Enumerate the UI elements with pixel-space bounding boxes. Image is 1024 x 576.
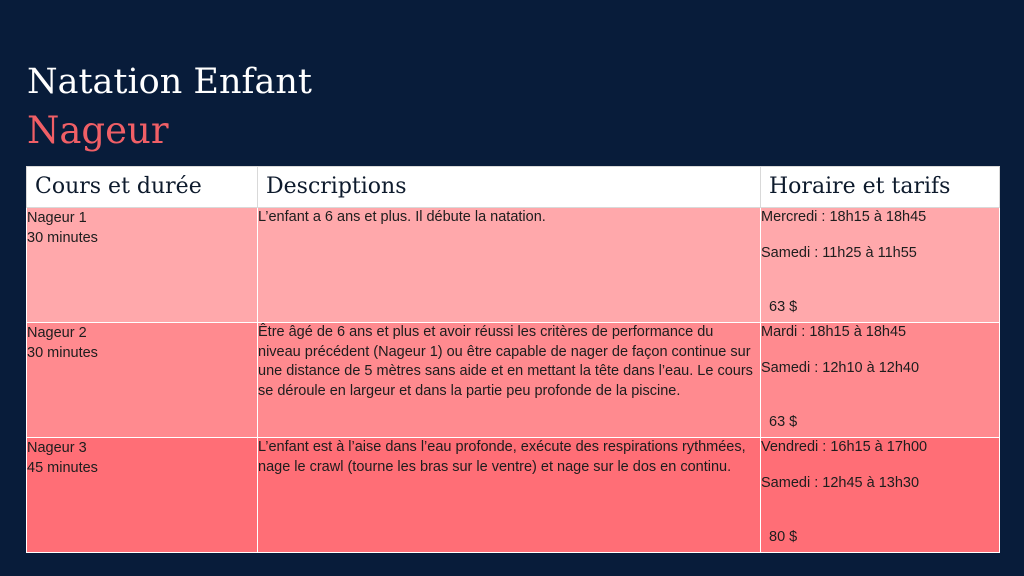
schedule-cell — [761, 323, 1000, 438]
course-price: 63 $ — [769, 299, 798, 315]
schedule-line: Mardi : 18h15 à 18h45 — [761, 324, 907, 340]
table-row — [27, 208, 1000, 323]
course-name: Nageur 1 — [27, 210, 87, 226]
course-cell — [27, 323, 258, 438]
header-courses: Cours et durée — [27, 167, 258, 208]
schedule-line: Mercredi : 18h15 à 18h45 — [761, 209, 927, 225]
schedule-line: Samedi : 11h25 à 11h55 — [761, 245, 917, 261]
schedule-cell — [761, 438, 1000, 553]
table-row — [27, 323, 1000, 438]
header-descriptions: Descriptions — [258, 167, 761, 208]
course-cell — [27, 438, 258, 553]
course-price: 63 $ — [769, 414, 798, 430]
table-header-row — [27, 167, 1000, 208]
course-cell — [27, 208, 258, 323]
page-subtitle: Nageur — [27, 109, 169, 152]
header-schedule: Horaire et tarifs — [761, 167, 1000, 208]
course-duration: 30 minutes — [27, 230, 98, 246]
course-duration: 30 minutes — [27, 345, 98, 361]
schedule-line: Vendredi : 16h15 à 17h00 — [761, 439, 928, 455]
course-duration: 45 minutes — [27, 460, 98, 476]
description-cell — [258, 208, 761, 323]
courses-table — [26, 166, 1000, 553]
course-name: Nageur 2 — [27, 325, 87, 341]
course-name: Nageur 3 — [27, 440, 87, 456]
course-description: L’enfant a 6 ans et plus. Il débute la natation. — [258, 209, 546, 225]
page-title: Natation Enfant — [27, 62, 312, 102]
course-description: Être âgé de 6 ans et plus et avoir réussi les critères de performance du niveau précédent (Nageur 1) ou être capable de nager de façon continue sur une distance de 5 mètres sans aide et en mettant la tête dans l’eau. Le cours se déroule en largeur et dans la partie peu profonde de la piscine. — [258, 324, 753, 399]
description-cell — [258, 438, 761, 553]
schedule-cell — [761, 208, 1000, 323]
description-cell — [258, 323, 761, 438]
schedule-line: Samedi : 12h45 à 13h30 — [761, 475, 920, 491]
table-row — [27, 438, 1000, 553]
course-price: 80 $ — [769, 529, 798, 545]
course-description: L’enfant est à l’aise dans l’eau profonde, exécute des respirations rythmées, nage le crawl (tourne les bras sur le ventre) et nage sur le dos en continu. — [258, 439, 746, 475]
schedule-line: Samedi : 12h10 à 12h40 — [761, 360, 920, 376]
